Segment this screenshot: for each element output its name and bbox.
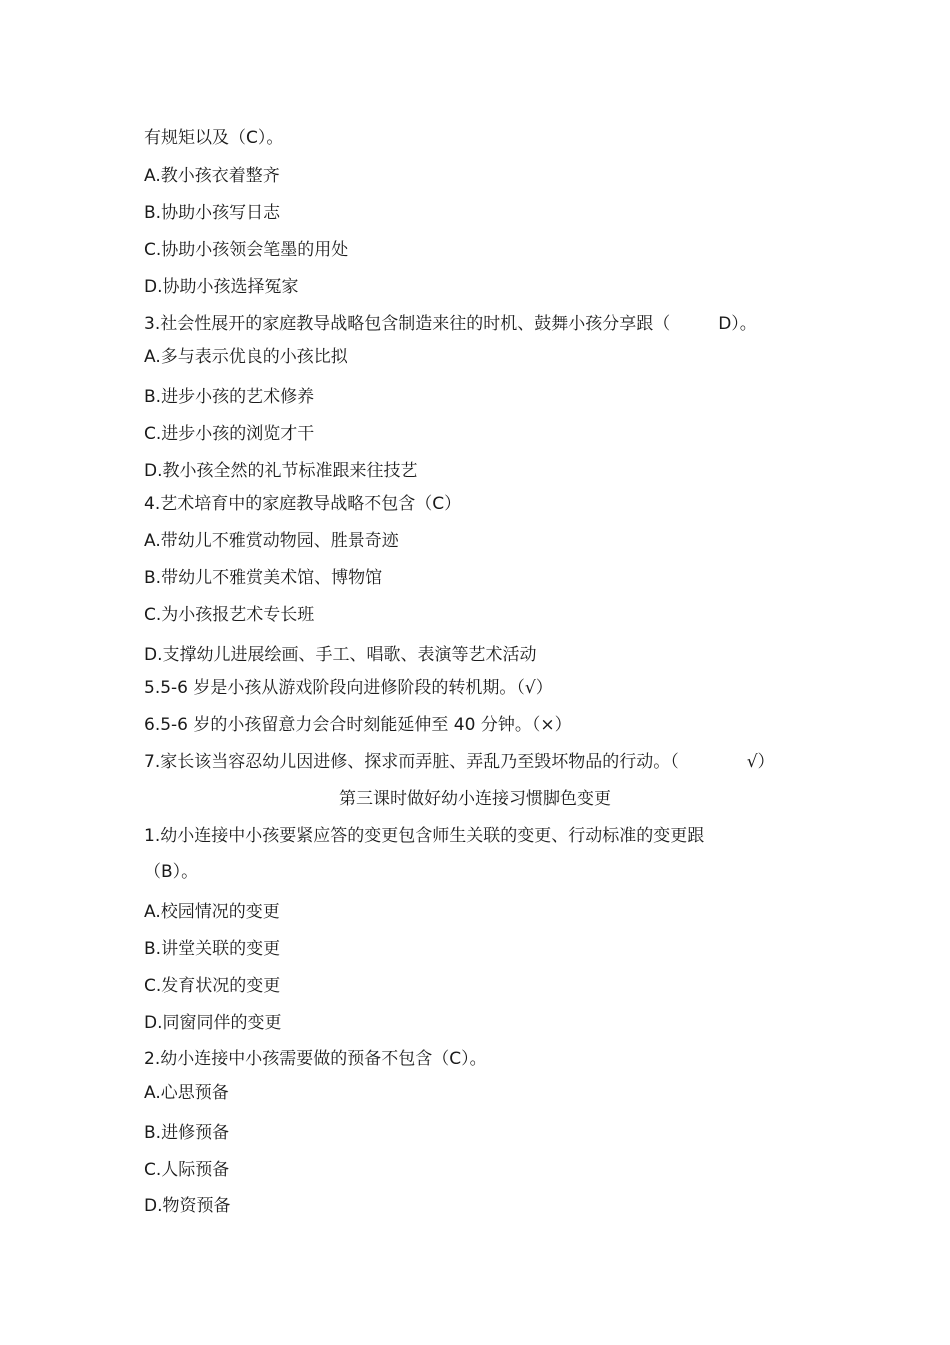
option-c: C.为小孩报艺术专长班 <box>144 605 315 625</box>
option-a: A.校园情况的变更 <box>144 902 280 922</box>
option-b: B.协助小孩写日志 <box>144 203 281 223</box>
question-1: 1.幼小连接中小孩要紧应答的变更包含师生关联的变更、行动标准的变更跟 <box>144 826 705 846</box>
question-2-tail: 有规矩以及（C）。 <box>144 128 284 148</box>
option-d: D.协助小孩选择冤家 <box>144 277 299 297</box>
option-a: A.心思预备 <box>144 1083 229 1103</box>
question-2: 2.幼小连接中小孩需要做的预备不包含（C）。 <box>144 1049 487 1069</box>
question-3 <box>144 313 757 335</box>
option-d: D.支撑幼儿进展绘画、手工、唱歌、表演等艺术活动 <box>144 645 537 665</box>
option-a: A.教小孩衣着整齐 <box>144 166 280 186</box>
option-c: C.发育状况的变更 <box>144 976 281 996</box>
question-4: 4.艺术培育中的家庭教导战略不包含（C） <box>144 494 462 514</box>
option-c: C.协助小孩领会笔墨的用处 <box>144 240 349 260</box>
question-1-answer: （B）。 <box>144 862 199 882</box>
option-b: B.进修预备 <box>144 1123 230 1143</box>
option-b: B.讲堂关联的变更 <box>144 939 281 959</box>
question-3-answer: D）。 <box>718 314 757 334</box>
option-c: C.人际预备 <box>144 1160 230 1180</box>
option-d: D.同窗同伴的变更 <box>144 1013 282 1033</box>
option-c: C.进步小孩的浏览才干 <box>144 424 315 444</box>
question-3-text: 3.社会性展开的家庭教导战略包含制造来往的时机、鼓舞小孩分享跟（ <box>144 314 671 334</box>
question-7-text: 7.家长该当容忍幼儿因进修、探求而弄脏、弄乱乃至毁坏物品的行动。（ <box>144 752 679 772</box>
option-b: B.带幼儿不雅赏美术馆、博物馆 <box>144 568 383 588</box>
question-5: 5.5-6 岁是小孩从游戏阶段向进修阶段的转机期。（√） <box>144 678 553 698</box>
option-a: A.多与表示优良的小孩比拟 <box>144 347 348 367</box>
option-b: B.进步小孩的艺术修养 <box>144 387 315 407</box>
option-d: D.物资预备 <box>144 1196 231 1216</box>
question-7-answer: √） <box>746 752 775 772</box>
option-a: A.带幼儿不雅赏动物园、胜景奇迹 <box>144 531 399 551</box>
question-6: 6.5-6 岁的小孩留意力会合时刻能延伸至 40 分钟。（×） <box>144 715 572 735</box>
section-heading: 第三课时做好幼小连接习惯脚色变更 <box>339 789 611 809</box>
question-7 <box>144 751 775 773</box>
option-d: D.教小孩全然的礼节标准跟来往技艺 <box>144 461 418 481</box>
